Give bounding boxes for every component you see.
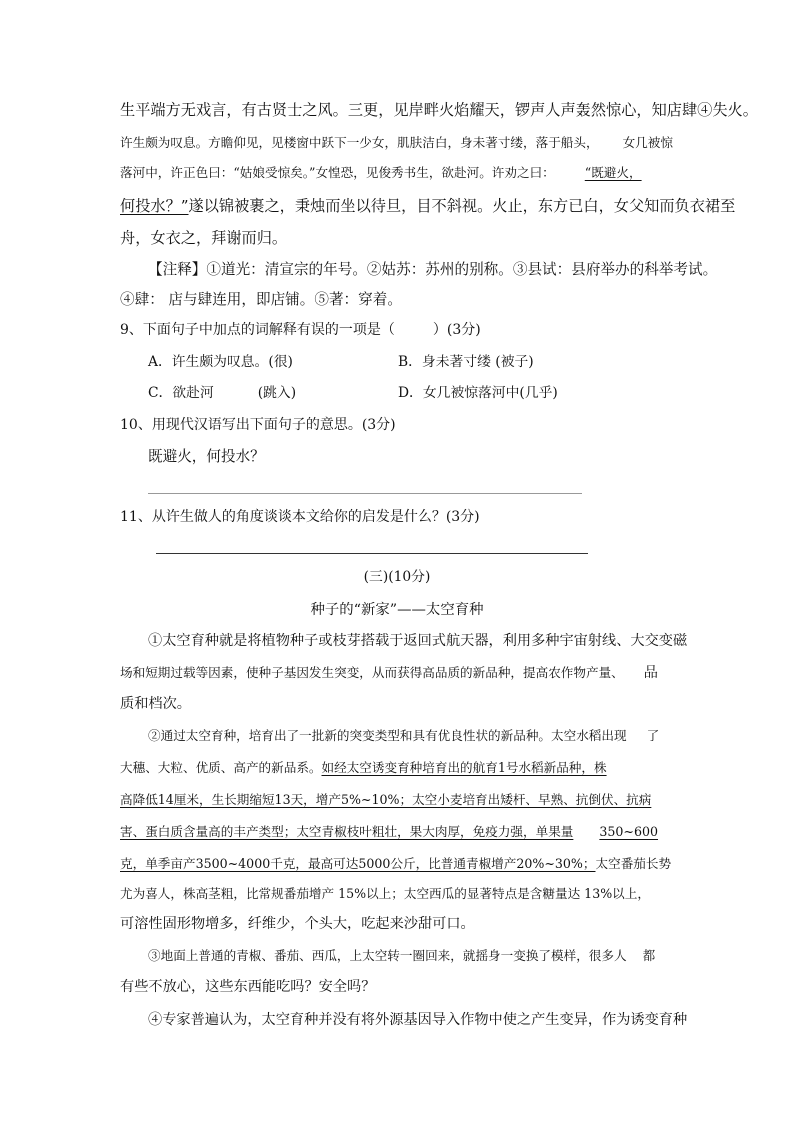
paragraph-line: 场和短期过载等因素，使种子基因发生突变，从而获得高品质的新品种，提高农作物产量、 品 <box>120 665 658 681</box>
passage-text: 落河中，许正色曰：“姑娘受惊矣。”女惶恐，见俊秀书生，欲赴河。许劝之曰： <box>120 165 555 180</box>
question-9-option-a: A．许生颇为叹息。(很) <box>148 354 293 370</box>
answer-line[interactable] <box>156 553 588 554</box>
question-9-option-b: B．身未著寸缕 (被子) <box>398 354 534 370</box>
passage-line: 生平端方无戏言，有古贤士之风。三更，见岸畔火焰耀天，锣声人声轰然惊心，知店肆④失火。 <box>120 101 758 119</box>
underlined-quote: 何投水？” <box>120 197 189 215</box>
question-9-option-c: C．欲赴河 (跳入) <box>148 385 297 401</box>
paragraph-line: 有些不放心，这些东西能吃吗？安全吗？ <box>120 979 376 995</box>
underlined-sentence: 如经太空诱变育种培育出的航育1号水稻新品种，株 <box>321 760 607 775</box>
question-9-option-d: D．女几被惊落河中(几乎) <box>398 385 558 401</box>
question-9-stem: 9、下面句子中加点的词解释有误的一项是（ ）(3分) <box>120 322 481 338</box>
paragraph-line: ①太空育种就是将植物种子或枝芽搭载于返回式航天器，利用多种宇宙射线、大交变磁 <box>148 633 688 649</box>
answer-line[interactable] <box>148 493 582 494</box>
passage-line <box>120 196 735 216</box>
question-11-stem: 11、从许生做人的角度谈谈本文给你的启发是什么？(3分) <box>120 509 480 525</box>
paragraph-line: 大穗、大粒、优质、高产的新品系。如经太空诱变育种培育出的航育1号水稻新品种，株 <box>120 760 607 775</box>
passage-line: 舟，女衣之，拜谢而归。 <box>120 229 288 247</box>
section-header: (三)(10分) <box>363 569 431 585</box>
question-10-stem: 10、用现代汉语写出下面句子的意思。(3分) <box>120 417 396 433</box>
paragraph-line: ②通过太空育种，培育出了一批新的突变类型和具有优良性状的新品种。太空水稻出现 了 <box>148 728 660 743</box>
paragraph-line: 尤为喜人，株高茎粗，比常规番茄增产 15%以上；太空西瓜的显著特点是含糖量达 13%以上， <box>120 886 650 901</box>
passage-line <box>120 133 673 153</box>
paragraph-line: 质和档次。 <box>120 696 191 712</box>
underlined-sentence: 克，单季亩产3500~4000千克，最高可达5000公斤，比普通青椒增产20%~30%； <box>120 856 596 871</box>
annotation-note: 【注释】①道光：清宣宗的年号。②姑苏：苏州的别称。③县试：县府举办的科举考试。 <box>148 261 718 278</box>
passage-text: 女几被惊 <box>622 135 673 150</box>
paragraph-line: ③地面上普通的青椒、番茄、西瓜，上太空转一圈回来，就摇身一变换了模样，很多人 都 <box>148 948 656 963</box>
question-10-sentence: 既避火，何投水？ <box>148 448 265 465</box>
annotation-note: ④肆： 店与肆连用，即店铺。⑤著：穿着。 <box>120 291 402 308</box>
passage-text: 许生颇为叹息。方瞻仰见，见楼窗中跃下一少女，肌肤洁白，身未著寸缕，落于船头， <box>120 135 599 150</box>
paragraph-line: 克，单季亩产3500~4000千克，最高可达5000公斤，比普通青椒增产20%~30%；太空番茄长势 <box>120 856 672 871</box>
passage-text: 遂以锦被裹之，秉烛而坐以待旦，目不斜视。火止，东方已白，女父知而负衣裙至 <box>188 197 736 215</box>
underlined-sentence: 害、蛋白质含量高的丰产类型；太空青椒枝叶粗壮，果大肉厚，免疫力强，单果量 350~600 <box>120 824 659 839</box>
paragraph-line: ④专家普遍认为，太空育种并没有将外源基因导入作物中使之产生变异，作为诱变育种 <box>148 1012 688 1028</box>
underlined-quote: “既避火， <box>584 165 642 180</box>
article-title: 种子的“新家”——太空育种 <box>310 602 484 618</box>
paragraph-line: 可溶性固形物增多，纤维少，个头大，吃起来沙甜可口。 <box>120 916 475 932</box>
passage-line <box>120 163 642 183</box>
underlined-sentence: 高降低14厘米，生长期缩短13天，增产5%~10%；太空小麦培育出矮杆、早熟、抗倒伏、抗病 <box>120 792 652 807</box>
